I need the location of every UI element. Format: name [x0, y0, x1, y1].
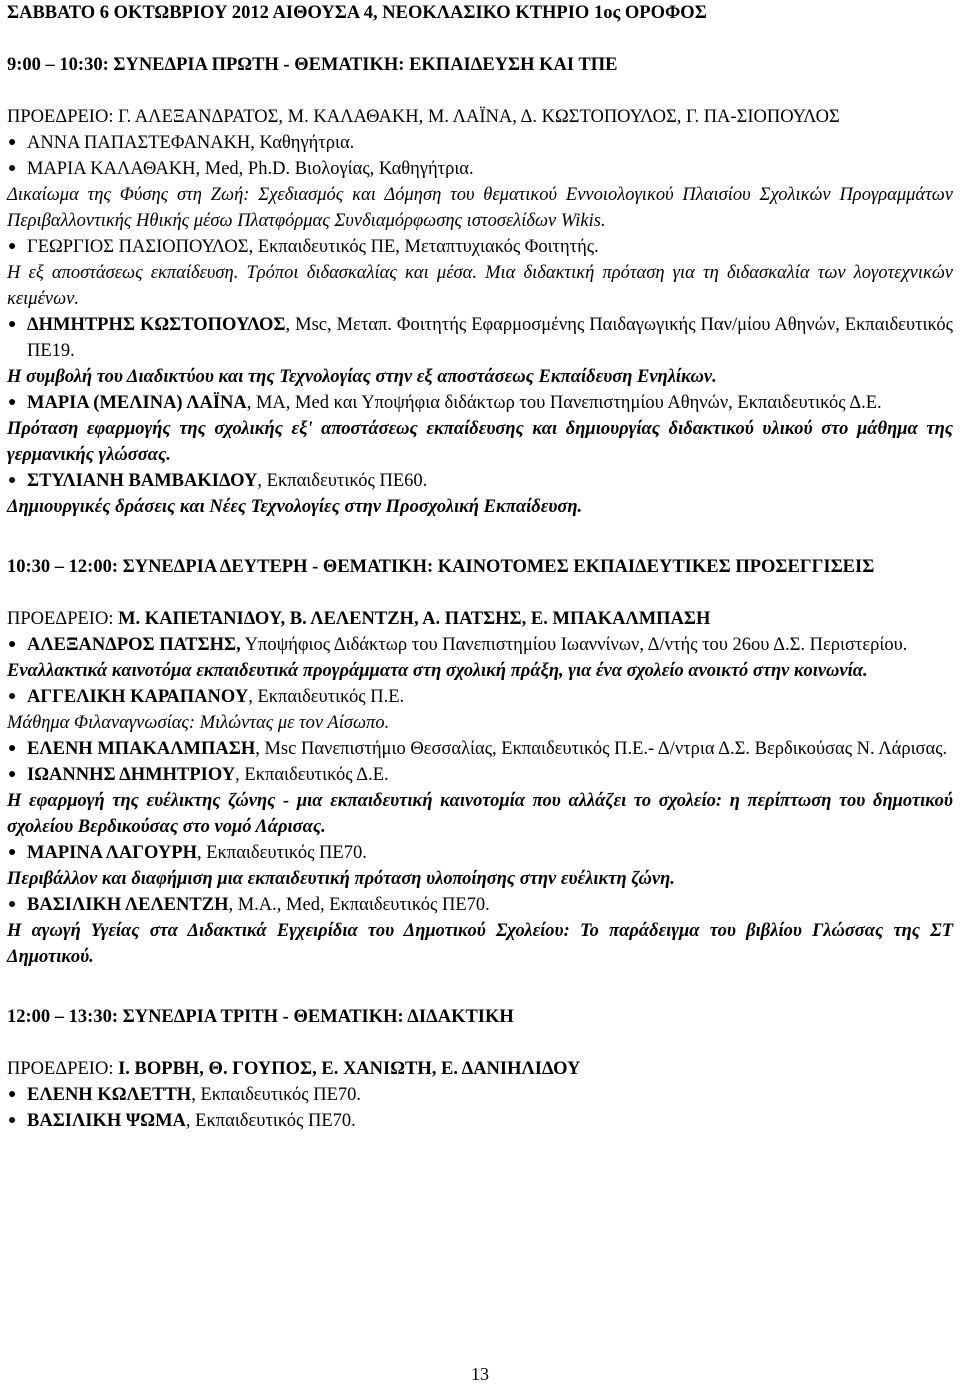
speaker-entry	[7, 840, 953, 866]
chair-label: ΠΡΟΕΔΡΕΙΟ:	[7, 107, 119, 127]
bullet-icon: ●	[8, 845, 17, 860]
day-heading: ΣΑΒΒΑΤΟ 6 ΟΚΤΩΒΡΙΟΥ 2012 ΑΙΘΟΥΣΑ 4, ΝΕΟΚΛΑΣΙΚΟ ΚΤΗΡΙΟ 1ος ΟΡΟΦΟΣ	[7, 3, 707, 23]
bullet-icon: ●	[8, 637, 17, 652]
bullet-icon: ●	[8, 395, 17, 410]
talk-title: Πρόταση εφαρμογής της σχολικής εξ' αποστάσεως εκπαίδευσης και δημιουργίας διδακτικού υλικού στο μάθημα της γερμανικής γλώσσας.	[7, 419, 953, 465]
speaker-name: ΜΑΡΙΑ ΚΑΛΑΘΑΚΗ	[27, 159, 196, 179]
chair-names: Μ. ΚΑΠΕΤΑΝΙΔΟΥ, Β. ΛΕΛΕΝΤΖΗ, Α. ΠΑΤΣΗΣ, Ε. ΜΠΑΚΑΛΜΠΑΣΗ	[118, 609, 711, 629]
talk-title: Περιβάλλον και διαφήμιση μια εκπαιδευτική πρόταση υλοποίησης στην ευέλικτη ζώνη.	[7, 869, 675, 889]
bullet-icon: ●	[8, 767, 17, 782]
spacer	[7, 1030, 953, 1056]
talk-title: Δικαίωμα της Φύσης στη Ζωή: Σχεδιασμός και Δόμηση του θεματικού Εννοιολογικού Πλαισίου Σχολικών Προγραμμάτων Περιβαλλοντικής Ηθικής μέσω Πλατφόρμας Συνδιαμόρφωσης ιστοσελίδων Wikis.	[7, 185, 953, 231]
spacer	[7, 26, 953, 52]
session-title: 9:00 – 10:30: ΣΥΝΕΔΡΙΑ ΠΡΩΤΗ - ΘΕΜΑΤΙΚΗ: ΕΚΠΑΙΔΕΥΣΗ ΚΑΙ ΤΠΕ	[7, 55, 618, 75]
session-title: 12:00 – 13:30: ΣΥΝΕΔΡΙΑ ΤΡΙΤΗ - ΘΕΜΑΤΙΚΗ: ΔΙΔΑΚΤΙΚΗ	[7, 1007, 514, 1027]
chair-names: Ι. ΒΟΡΒΗ, Θ. ΓΟΥΠΟΣ, Ε. ΧΑΝΙΩΤΗ, Ε. ΔΑΝΙΗΛΙΔΟΥ	[118, 1059, 581, 1079]
bullet-icon: ●	[8, 1113, 17, 1128]
speaker-entry	[7, 632, 953, 658]
speaker-name: ΑΛΕΞΑΝΔΡΟΣ ΠΑΤΣΗΣ,	[27, 635, 241, 655]
speaker-entry	[7, 468, 953, 494]
speaker-name: ΒΑΣΙΛΙΚΗ ΛΕΛΕΝΤΖΗ	[27, 895, 229, 915]
speaker-name: ΒΑΣΙΛΙΚΗ ΨΩΜΑ	[27, 1111, 186, 1131]
speaker-role: , Καθηγήτρια.	[250, 133, 355, 153]
speaker-entry	[7, 1108, 953, 1134]
speaker-role: , Εκπαιδευτικός ΠΕ70.	[196, 843, 367, 863]
speaker-entry	[7, 684, 953, 710]
chair-names: Γ. ΑΛΕΞΑΝΔΡΑΤΟΣ, Μ. ΚΑΛΑΘΑΚΗ, Μ. ΛΑΪΝΑ, Δ. ΚΩΣΤΟΠΟΥΛΟΣ, Γ. ΠΑ-ΣΙΟΠΟΥΛΟΣ	[118, 107, 840, 127]
spacer	[7, 520, 953, 554]
speaker-role: , Μ.Α., Med, Εκπαιδευτικός ΠΕ70.	[228, 895, 490, 915]
bullet-icon: ●	[8, 897, 17, 912]
talk-title: Η εφαρμογή της ευέλικτης ζώνης - μια εκπαιδευτική καινοτομία που αλλάζει το σχολείο: η περίπτωση του δημοτικού σχολείου Βερδικούσας στο νομό Λάρισας.	[7, 791, 953, 837]
chair-line	[7, 606, 953, 632]
speaker-entry	[7, 130, 953, 156]
speaker-name: ΜΑΡΙΝΑ ΛΑΓΟΥΡΗ	[27, 843, 197, 863]
speaker-role: Υποψήφιος Διδάκτωρ του Πανεπιστημίου Ιωαννίνων, Δ/ντής του 26ου Δ.Σ. Περιστερίου.	[240, 635, 908, 655]
document-page	[7, 0, 953, 1134]
session-title: 10:30 – 12:00: ΣΥΝΕΔΡΙΑ ΔΕΥΤΕΡΗ - ΘΕΜΑΤΙΚΗ: ΚΑΙΝΟΤΟΜΕΣ ΕΚΠΑΙΔΕΥΤΙΚΕΣ ΠΡΟΣΕΓΓΙΣΕΙΣ	[7, 557, 875, 577]
speaker-entry	[7, 762, 953, 788]
talk-title: Μάθημα Φιλαναγνωσίας: Μιλώντας με τον Αίσωπο.	[7, 713, 390, 733]
speaker-name: ΓΕΩΡΓΙΟΣ ΠΑΣΙΟΠΟΥΛΟΣ	[27, 237, 249, 257]
speaker-role: , Εκπαιδευτικός ΠΕ, Μεταπτυχιακός Φοιτητής.	[248, 237, 599, 257]
talk-title: Εναλλακτικά καινοτόμα εκπαιδευτικά προγράμματα στη σχολική πράξη, για ένα σχολείο ανοικτό στην κοινωνία.	[7, 661, 868, 681]
bullet-icon: ●	[8, 473, 17, 488]
speaker-name: ΙΩΑΝΝΗΣ ΔΗΜΗΤΡΙΟΥ	[27, 765, 236, 785]
bullet-icon: ●	[8, 317, 17, 332]
speaker-entry	[7, 892, 953, 918]
chair-line	[7, 1056, 953, 1082]
speaker-entry	[7, 234, 953, 260]
speaker-name: ΣΤΥΛΙΑΝΗ ΒΑΜΒΑΚΙΔΟΥ	[27, 471, 258, 491]
bullet-icon: ●	[8, 741, 17, 756]
spacer	[7, 580, 953, 606]
talk-title: Δημιουργικές δράσεις και Νέες Τεχνολογίες στην Προσχολική Εκπαίδευση.	[7, 497, 583, 517]
speaker-name: ΕΛΕΝΗ ΚΩΛΕΤΤΗ	[27, 1085, 192, 1105]
speaker-role: , ΜΑ, Med και Υποψήφια διδάκτωρ του Πανεπιστημίου Αθηνών, Εκπαιδευτικός Δ.Ε.	[246, 393, 882, 413]
bullet-icon: ●	[8, 1087, 17, 1102]
talk-title: Η συμβολή του Διαδικτύου και της Τεχνολογίας στην εξ αποστάσεως Εκπαίδευση Ενηλίκων.	[7, 367, 717, 387]
chair-line	[7, 104, 953, 130]
bullet-icon: ●	[8, 161, 17, 176]
chair-label: ΠΡΟΕΔΡΕΙΟ:	[7, 1059, 119, 1079]
speaker-name: ΕΛΕΝΗ ΜΠΑΚΑΛΜΠΑΣΗ	[27, 739, 256, 759]
speaker-role: , Εκπαιδευτικός ΠΕ70.	[191, 1085, 362, 1105]
talk-title: Η εξ αποστάσεως εκπαίδευση. Τρόποι διδασκαλίας και μέσα. Μια διδακτική πρόταση για τη διδασκαλία των λογοτεχνικών κειμένων.	[7, 263, 953, 309]
speaker-role: , Msc, Μεταπ. Φοιτητής Εφαρμοσμένης Παιδαγωγικής Παν/μίου Αθηνών, Εκπαιδευτικός ΠΕ19.	[27, 315, 953, 361]
speaker-entry	[7, 312, 953, 364]
speaker-name: ΔΗΜΗΤΡΗΣ ΚΩΣΤΟΠΟΥΛΟΣ	[27, 315, 286, 335]
bullet-icon: ●	[8, 689, 17, 704]
speaker-role: , Εκπαιδευτικός ΠΕ70.	[185, 1111, 356, 1131]
speaker-role: , Εκπαιδευτικός Π.Ε.	[248, 687, 405, 707]
speaker-entry	[7, 156, 953, 182]
speaker-name: ΑΓΓΕΛΙΚΗ ΚΑΡΑΠΑΝΟΥ	[27, 687, 249, 707]
speaker-role: , Εκπαιδευτικός Δ.Ε.	[235, 765, 389, 785]
speaker-entry	[7, 1082, 953, 1108]
sessions-container	[7, 52, 953, 1134]
bullet-icon: ●	[8, 135, 17, 150]
speaker-role: , Εκπαιδευτικός ΠΕ60.	[257, 471, 428, 491]
talk-title: Η αγωγή Υγείας στα Διδακτικά Εγχειρίδια του Δημοτικού Σχολείου: Το παράδειγμα του βιβλίου Γλώσσας της ΣΤ Δημοτικού.	[7, 921, 953, 967]
spacer	[7, 970, 953, 1004]
speaker-name: ΑΝΝΑ ΠΑΠΑΣΤΕΦΑΝΑΚΗ	[27, 133, 251, 153]
speaker-name: ΜΑΡΙΑ (ΜΕΛΙΝΑ) ΛΑΪΝΑ	[27, 393, 247, 413]
speaker-entry	[7, 390, 953, 416]
spacer	[7, 78, 953, 104]
speaker-role: , Med, Ph.D. Βιολογίας, Καθηγήτρια.	[195, 159, 474, 179]
bullet-icon: ●	[8, 239, 17, 254]
speaker-role: , Msc Πανεπιστήμιο Θεσσαλίας, Εκπαιδευτικός Π.Ε.- Δ/ντρια Δ.Σ. Βερδικούσας Ν. Λάρισας.	[255, 739, 948, 759]
page-number: 13	[471, 1364, 489, 1384]
chair-label: ΠΡΟΕΔΡΕΙΟ:	[7, 609, 119, 629]
speaker-entry	[7, 736, 953, 762]
